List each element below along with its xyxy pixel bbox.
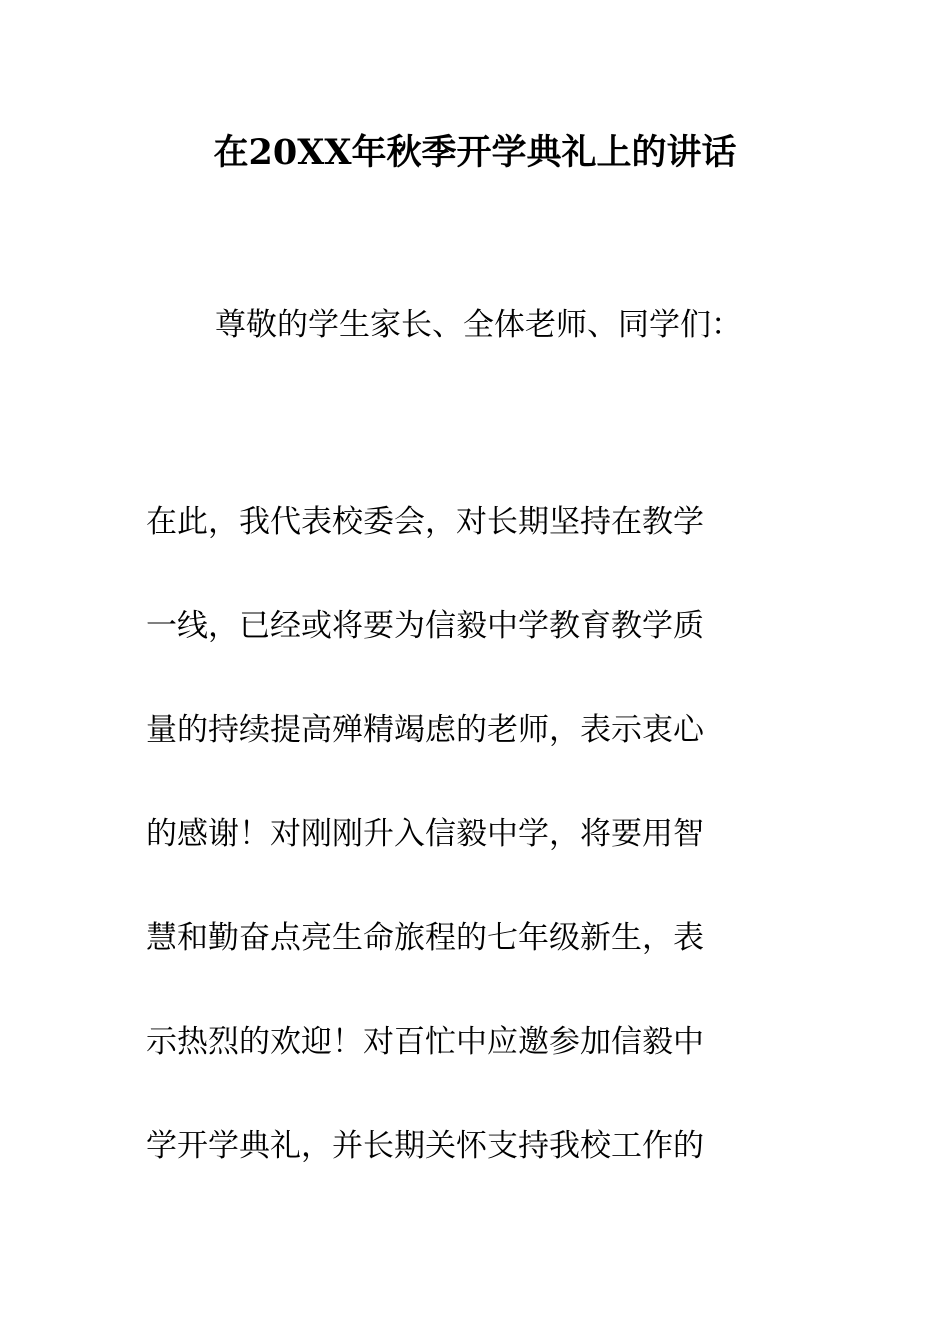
body-line: 一线，已经或将要为信毅中学教育教学质: [146, 608, 704, 644]
document-title: 在20XX年秋季开学典礼上的讲话: [213, 132, 737, 173]
body-line: 的感谢！对刚刚升入信毅中学，将要用智: [146, 816, 704, 852]
body-line: 量的持续提高殚精竭虑的老师，表示衷心: [146, 712, 704, 748]
body-line: 示热烈的欢迎！对百忙中应邀参加信毅中: [146, 1024, 704, 1060]
body-line: 在此，我代表校委会，对长期坚持在教学: [146, 504, 704, 540]
body-line: 慧和勤奋点亮生命旅程的七年级新生，表: [146, 920, 704, 956]
body-line: 学开学典礼，并长期关怀支持我校工作的: [146, 1128, 704, 1164]
salutation: 尊敬的学生家长、全体老师、同学们：: [215, 307, 742, 343]
body-text: [146, 500, 806, 1228]
